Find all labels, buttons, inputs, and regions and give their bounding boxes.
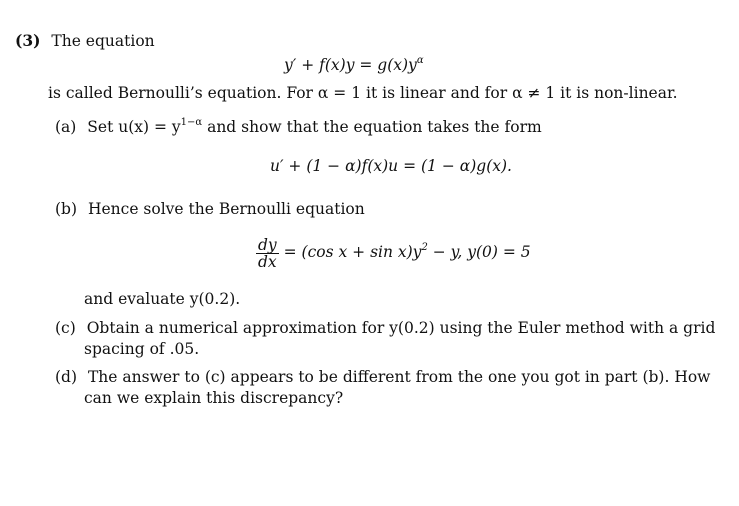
- part-b-followup: and evaluate y(0.2).: [84, 290, 241, 308]
- part-a-label: (a): [55, 118, 77, 136]
- part-b-equation: $\frac{dy}{dx}$ = (cos $x + \sin x)y^2 - y$, y(0) = 5: [258, 235, 531, 271]
- problem-header: [15, 31, 155, 51]
- bernoulli-equation: $y' + f(x)y = g(x)y^\alpha$: [284, 55, 424, 74]
- part-d-line1: (d) The answer to (c) appears to be different from the one you got in part (b). How: [55, 368, 711, 386]
- part-a-equation: u′ + (1 − α)f(x)u = (1 − α)g(x).: [270, 157, 512, 175]
- problem-intro: The equation: [51, 32, 155, 50]
- part-c-label: (c): [55, 319, 76, 337]
- part-d-line2: can we explain this discrepancy?: [84, 389, 344, 407]
- derivative-fraction: $\frac{dy}{dx}$: [258, 235, 277, 271]
- problem-description: is called Bernoulli’s equation. For α = 1 it is linear and for α ≠ 1 it is non-linear.: [48, 84, 678, 102]
- part-b-text: (b) Hence solve the Bernoulli equation: [55, 200, 365, 218]
- part-b-label: (b): [55, 200, 78, 218]
- part-c-line1: (c) Obtain a numerical approximation for y(0.2) using the Euler method with a grid: [55, 319, 716, 337]
- part-a-text: (a) Set $u(x) = y^{1-\alpha}$ and show that the equation takes the form: [55, 117, 542, 136]
- part-c-line2: spacing of .05.: [84, 340, 200, 358]
- part-d-label: (d): [55, 368, 78, 386]
- problem-number: (3): [15, 31, 41, 50]
